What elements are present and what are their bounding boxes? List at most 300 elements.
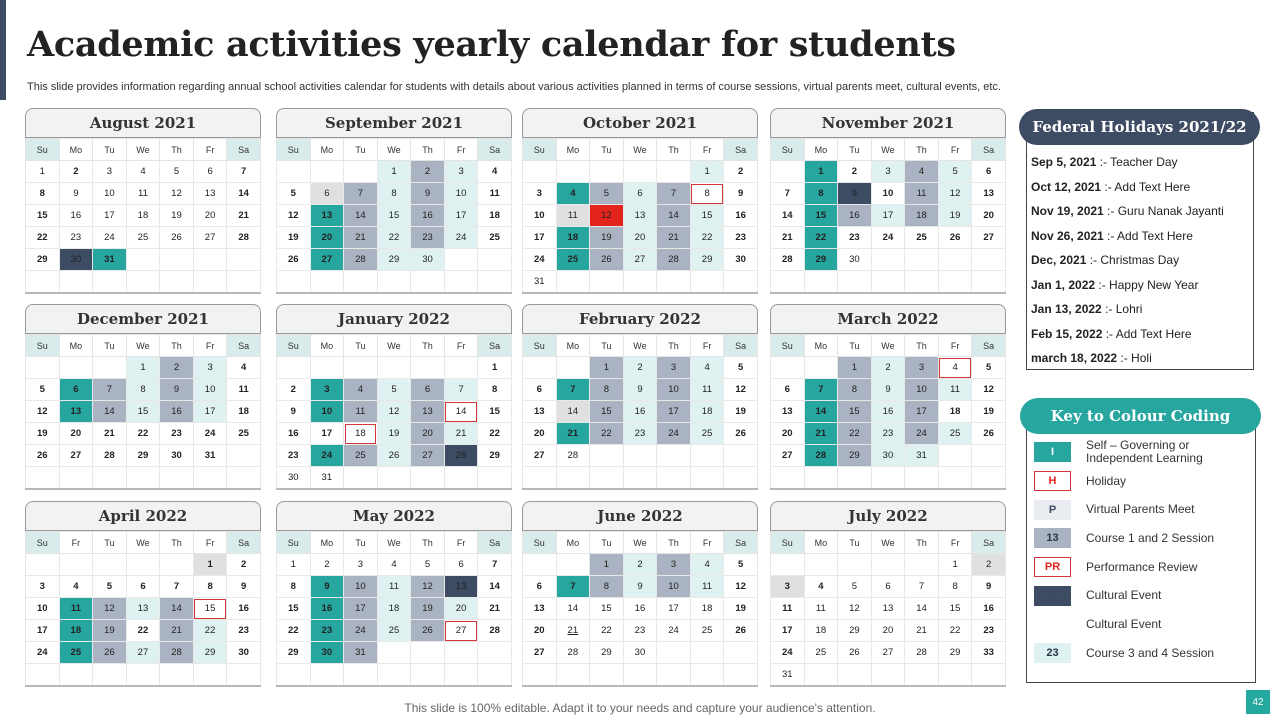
weekday-header: We xyxy=(871,335,905,357)
day-cell: 2 xyxy=(623,554,657,576)
day-cell: 26 xyxy=(26,445,60,467)
month-title: April 2022 xyxy=(25,501,261,531)
day-cell: 6 xyxy=(523,576,557,598)
day-cell xyxy=(444,249,478,271)
day-cell: 9 xyxy=(277,401,311,423)
weekday-header: Th xyxy=(411,335,445,357)
day-cell xyxy=(411,642,445,664)
day-cell xyxy=(938,467,972,489)
day-cell: 30 xyxy=(623,642,657,664)
week-row xyxy=(26,227,261,249)
day-cell: 15 xyxy=(590,401,624,423)
day-cell xyxy=(227,445,261,467)
day-cell: 12 xyxy=(93,598,127,620)
day-cell: 18 xyxy=(804,620,838,642)
weekday-header: Th xyxy=(411,532,445,554)
month-grid xyxy=(25,138,261,294)
day-cell: 23 xyxy=(160,423,194,445)
weekday-header: Su xyxy=(771,335,805,357)
weekday-header: Th xyxy=(160,532,194,554)
day-cell xyxy=(838,554,872,576)
week-row xyxy=(26,183,261,205)
day-cell: 21 xyxy=(556,423,590,445)
month-grid xyxy=(770,334,1006,490)
day-cell: 13 xyxy=(523,598,557,620)
weekday-header: Fr xyxy=(938,139,972,161)
day-cell: 2 xyxy=(227,554,261,576)
day-cell xyxy=(657,664,691,686)
day-cell: 5 xyxy=(411,554,445,576)
day-cell xyxy=(160,664,194,686)
week-row xyxy=(26,554,261,576)
month-grid xyxy=(276,531,512,687)
day-cell xyxy=(126,467,160,489)
day-cell xyxy=(623,271,657,293)
day-cell xyxy=(905,554,939,576)
day-cell xyxy=(193,467,227,489)
weekday-header: Sa xyxy=(724,139,758,161)
weekday-header: Sa xyxy=(478,335,512,357)
day-cell: 27 xyxy=(193,227,227,249)
weekday-header: We xyxy=(871,532,905,554)
weekday-header: We xyxy=(623,139,657,161)
day-cell: 3 xyxy=(905,357,939,379)
weekday-header: Su xyxy=(771,532,805,554)
day-cell: 21 xyxy=(905,620,939,642)
day-cell: 7 xyxy=(93,379,127,401)
day-cell: 4 xyxy=(344,379,378,401)
day-cell xyxy=(871,271,905,293)
week-row xyxy=(277,576,512,598)
day-cell: 22 xyxy=(478,423,512,445)
weekday-header: Mo xyxy=(59,335,93,357)
day-cell: 20 xyxy=(411,423,445,445)
day-cell: 3 xyxy=(93,161,127,183)
day-cell: 8 xyxy=(377,183,411,205)
day-cell: 4 xyxy=(126,161,160,183)
weekday-header: Fr xyxy=(938,532,972,554)
weekday-header: Fr xyxy=(444,139,478,161)
day-cell: 2 xyxy=(59,161,93,183)
day-cell: 4 xyxy=(556,183,590,205)
day-cell xyxy=(444,357,478,379)
day-cell xyxy=(657,642,691,664)
day-cell: 27 xyxy=(623,249,657,271)
day-cell: 27 xyxy=(523,445,557,467)
day-cell: 11 xyxy=(690,576,724,598)
day-cell: 23 xyxy=(724,227,758,249)
day-cell: 3 xyxy=(26,576,60,598)
day-cell: 2 xyxy=(871,357,905,379)
day-cell: 1 xyxy=(838,357,872,379)
day-cell xyxy=(690,664,724,686)
day-cell xyxy=(623,664,657,686)
day-cell: 17 xyxy=(657,598,691,620)
day-cell xyxy=(377,664,411,686)
day-cell xyxy=(724,467,758,489)
holiday-date: Nov 26, 2021 xyxy=(1031,228,1104,243)
day-cell xyxy=(126,554,160,576)
day-cell xyxy=(724,445,758,467)
day-cell: 11 xyxy=(227,379,261,401)
day-cell xyxy=(972,445,1006,467)
week-row xyxy=(523,401,758,423)
week-row xyxy=(523,642,758,664)
day-cell: 10 xyxy=(344,576,378,598)
day-cell: 5 xyxy=(938,161,972,183)
weekday-header: Tu xyxy=(838,532,872,554)
month-calendar xyxy=(770,108,1006,294)
day-cell xyxy=(93,554,127,576)
day-cell: 6 xyxy=(972,161,1006,183)
month-calendar xyxy=(770,304,1006,490)
week-row xyxy=(277,271,512,293)
day-cell xyxy=(523,554,557,576)
day-cell: 18 xyxy=(690,401,724,423)
week-row xyxy=(771,401,1006,423)
day-cell: 17 xyxy=(523,227,557,249)
holiday-item xyxy=(1031,273,1251,298)
week-row xyxy=(26,357,261,379)
day-cell xyxy=(444,642,478,664)
weekday-header: Tu xyxy=(93,532,127,554)
day-cell xyxy=(93,664,127,686)
week-row xyxy=(771,467,1006,489)
day-cell xyxy=(160,467,194,489)
day-cell: 8 xyxy=(277,576,311,598)
week-row xyxy=(26,205,261,227)
day-cell xyxy=(227,664,261,686)
day-cell: 29 xyxy=(126,445,160,467)
day-cell: 28 xyxy=(227,227,261,249)
month-title: May 2022 xyxy=(276,501,512,531)
page-subtitle: This slide provides information regarding annual school activities calendar for students with details about various activities planned in terms of course sessions, virtual parents meet, cultural events, etc. xyxy=(27,81,1001,93)
weekday-header: Sa xyxy=(724,532,758,554)
day-cell: 30 xyxy=(277,467,311,489)
weekday-header: We xyxy=(871,139,905,161)
weekday-header: Fr xyxy=(690,139,724,161)
day-cell: 6 xyxy=(126,576,160,598)
day-cell: 9 xyxy=(724,183,758,205)
day-cell xyxy=(838,664,872,686)
day-cell: 22 xyxy=(938,620,972,642)
day-cell: 29 xyxy=(938,642,972,664)
day-cell: 21 xyxy=(444,423,478,445)
key-item xyxy=(1034,639,1249,668)
weekday-header: We xyxy=(377,139,411,161)
day-cell: 9 xyxy=(160,379,194,401)
day-cell: 23 xyxy=(623,423,657,445)
day-cell: 26 xyxy=(938,227,972,249)
day-cell: 27 xyxy=(523,642,557,664)
weekday-header: Su xyxy=(523,335,557,357)
day-cell: 17 xyxy=(905,401,939,423)
holiday-date: Jan 13, 2022 xyxy=(1031,302,1102,317)
day-cell xyxy=(126,271,160,293)
day-cell: 19 xyxy=(590,227,624,249)
day-cell: 6 xyxy=(59,379,93,401)
day-cell xyxy=(193,664,227,686)
day-cell: 10 xyxy=(26,598,60,620)
day-cell: 19 xyxy=(26,423,60,445)
day-cell xyxy=(690,467,724,489)
day-cell: 21 xyxy=(804,423,838,445)
month-grid xyxy=(770,138,1006,294)
day-cell: 7 xyxy=(344,183,378,205)
holiday-name: :- Add Text Here xyxy=(1102,326,1192,341)
key-swatch: C xyxy=(1034,586,1071,606)
week-row xyxy=(523,379,758,401)
day-cell: 25 xyxy=(938,423,972,445)
day-cell: 19 xyxy=(411,598,445,620)
day-cell: 22 xyxy=(26,227,60,249)
day-cell: 30 xyxy=(160,445,194,467)
week-row xyxy=(523,576,758,598)
weekday-header: Th xyxy=(411,139,445,161)
day-cell: 24 xyxy=(344,620,378,642)
day-cell xyxy=(227,271,261,293)
key-swatch: P xyxy=(1034,500,1071,520)
day-cell: 28 xyxy=(804,445,838,467)
day-cell: 5 xyxy=(838,576,872,598)
key-item xyxy=(1034,581,1249,610)
day-cell: 17 xyxy=(344,598,378,620)
day-cell: 15 xyxy=(26,205,60,227)
day-cell xyxy=(310,357,344,379)
day-cell: 16 xyxy=(838,205,872,227)
day-cell: 7 xyxy=(160,576,194,598)
month-grid xyxy=(25,334,261,490)
day-cell xyxy=(972,271,1006,293)
day-cell: 29 xyxy=(277,642,311,664)
key-item xyxy=(1034,610,1249,639)
day-cell: 23 xyxy=(623,620,657,642)
day-cell xyxy=(444,664,478,686)
day-cell: 2 xyxy=(411,161,445,183)
day-cell: 28 xyxy=(93,445,127,467)
holiday-name: :- Teacher Day xyxy=(1096,155,1178,170)
day-cell: 10 xyxy=(310,401,344,423)
holidays-title: Federal Holidays 2021/22 xyxy=(1019,109,1260,145)
day-cell xyxy=(93,467,127,489)
day-cell: 8 xyxy=(193,576,227,598)
day-cell: 11 xyxy=(126,183,160,205)
weekday-header: Fr xyxy=(690,532,724,554)
day-cell: 13 xyxy=(972,183,1006,205)
day-cell xyxy=(938,445,972,467)
week-row xyxy=(771,598,1006,620)
weekday-header: Sa xyxy=(972,335,1006,357)
day-cell xyxy=(938,664,972,686)
day-cell: 28 xyxy=(657,249,691,271)
week-row xyxy=(523,664,758,686)
week-row xyxy=(523,620,758,642)
month-grid xyxy=(770,531,1006,687)
day-cell: 23 xyxy=(411,227,445,249)
holiday-name: :- Add Text Here xyxy=(1101,179,1191,194)
weekday-header: Fr xyxy=(193,335,227,357)
day-cell xyxy=(344,357,378,379)
weekday-header: Mo xyxy=(556,139,590,161)
weekday-header: We xyxy=(377,335,411,357)
day-cell xyxy=(277,271,311,293)
day-cell: 20 xyxy=(523,620,557,642)
month-title: January 2022 xyxy=(276,304,512,334)
week-row xyxy=(771,445,1006,467)
weekday-header: Tu xyxy=(590,335,624,357)
day-cell: 5 xyxy=(724,554,758,576)
day-cell xyxy=(310,664,344,686)
day-cell: 21 xyxy=(556,620,590,642)
day-cell: 10 xyxy=(657,379,691,401)
day-cell: 15 xyxy=(193,598,227,620)
day-cell: 4 xyxy=(478,161,512,183)
day-cell: 10 xyxy=(905,379,939,401)
page-number: 42 xyxy=(1246,690,1270,714)
day-cell xyxy=(310,271,344,293)
day-cell xyxy=(724,642,758,664)
day-cell: 21 xyxy=(227,205,261,227)
day-cell: 7 xyxy=(556,576,590,598)
day-cell: 18 xyxy=(59,620,93,642)
month-calendar xyxy=(522,501,758,687)
week-row xyxy=(771,205,1006,227)
day-cell: 20 xyxy=(623,227,657,249)
month-title: September 2021 xyxy=(276,108,512,138)
day-cell: 19 xyxy=(724,401,758,423)
day-cell: 29 xyxy=(838,445,872,467)
day-cell xyxy=(690,642,724,664)
holiday-name: :- Happy New Year xyxy=(1095,277,1199,292)
week-row xyxy=(523,445,758,467)
week-row xyxy=(771,227,1006,249)
day-cell: 31 xyxy=(771,664,805,686)
day-cell: 7 xyxy=(227,161,261,183)
weekday-header: Th xyxy=(657,532,691,554)
day-cell: 8 xyxy=(690,183,724,205)
month-title: December 2021 xyxy=(25,304,261,334)
day-cell: 1 xyxy=(478,357,512,379)
day-cell: 10 xyxy=(523,205,557,227)
weekday-header: Su xyxy=(277,532,311,554)
day-cell: 3 xyxy=(310,379,344,401)
day-cell: 11 xyxy=(804,598,838,620)
weekday-header: Mo xyxy=(310,139,344,161)
day-cell: 31 xyxy=(344,642,378,664)
day-cell: 30 xyxy=(724,249,758,271)
day-cell: 18 xyxy=(556,227,590,249)
month-calendar xyxy=(25,501,261,687)
day-cell: 1 xyxy=(590,554,624,576)
week-row xyxy=(277,183,512,205)
day-cell: 9 xyxy=(227,576,261,598)
day-cell xyxy=(444,467,478,489)
day-cell: 18 xyxy=(938,401,972,423)
day-cell: 12 xyxy=(160,183,194,205)
day-cell: 2 xyxy=(724,161,758,183)
holiday-date: march 18, 2022 xyxy=(1031,351,1118,366)
day-cell: 15 xyxy=(938,598,972,620)
week-row xyxy=(523,598,758,620)
holiday-date: Dec, 2021 xyxy=(1031,253,1087,268)
day-cell: 14 xyxy=(444,401,478,423)
day-cell: 24 xyxy=(771,642,805,664)
day-cell: 30 xyxy=(411,249,445,271)
day-cell: 9 xyxy=(972,576,1006,598)
weekday-header: Mo xyxy=(310,335,344,357)
accent-bar xyxy=(0,0,6,100)
week-row xyxy=(26,271,261,293)
holiday-item xyxy=(1031,224,1251,249)
week-row xyxy=(771,642,1006,664)
week-row xyxy=(523,554,758,576)
day-cell: 7 xyxy=(478,554,512,576)
week-row xyxy=(771,664,1006,686)
day-cell: 23 xyxy=(227,620,261,642)
key-list xyxy=(1034,438,1249,668)
day-cell xyxy=(59,271,93,293)
day-cell: 3 xyxy=(193,357,227,379)
day-cell xyxy=(377,357,411,379)
week-row xyxy=(523,357,758,379)
weekday-header: Tu xyxy=(93,335,127,357)
day-cell: 27 xyxy=(444,620,478,642)
week-row xyxy=(277,445,512,467)
week-row xyxy=(771,554,1006,576)
day-cell xyxy=(377,467,411,489)
key-label: Self – Governing or Independent Learning xyxy=(1086,438,1203,466)
day-cell: 8 xyxy=(838,379,872,401)
key-title: Key to Colour Coding xyxy=(1020,398,1261,434)
day-cell: 26 xyxy=(277,249,311,271)
day-cell: 17 xyxy=(93,205,127,227)
day-cell xyxy=(871,249,905,271)
day-cell: 15 xyxy=(804,205,838,227)
week-row xyxy=(26,576,261,598)
weekday-header: Mo xyxy=(804,335,838,357)
day-cell: 15 xyxy=(590,598,624,620)
day-cell: 6 xyxy=(771,379,805,401)
day-cell: 18 xyxy=(344,423,378,445)
day-cell: 16 xyxy=(160,401,194,423)
day-cell xyxy=(905,249,939,271)
day-cell: 31 xyxy=(93,249,127,271)
day-cell: 22 xyxy=(193,620,227,642)
week-row xyxy=(277,379,512,401)
day-cell: 30 xyxy=(838,249,872,271)
day-cell: 12 xyxy=(377,401,411,423)
day-cell xyxy=(871,467,905,489)
day-cell xyxy=(838,467,872,489)
day-cell: 26 xyxy=(377,445,411,467)
day-cell: 16 xyxy=(411,205,445,227)
day-cell: 20 xyxy=(444,598,478,620)
weekday-header: Mo xyxy=(59,139,93,161)
day-cell: 19 xyxy=(93,620,127,642)
day-cell: 12 xyxy=(838,598,872,620)
key-label: Course 3 and 4 Session xyxy=(1086,645,1215,660)
day-cell xyxy=(344,161,378,183)
day-cell: 8 xyxy=(804,183,838,205)
week-row xyxy=(523,423,758,445)
day-cell: 16 xyxy=(227,598,261,620)
day-cell: 15 xyxy=(126,401,160,423)
day-cell xyxy=(623,467,657,489)
day-cell: 24 xyxy=(444,227,478,249)
day-cell xyxy=(310,161,344,183)
day-cell xyxy=(657,467,691,489)
day-cell: 9 xyxy=(838,183,872,205)
